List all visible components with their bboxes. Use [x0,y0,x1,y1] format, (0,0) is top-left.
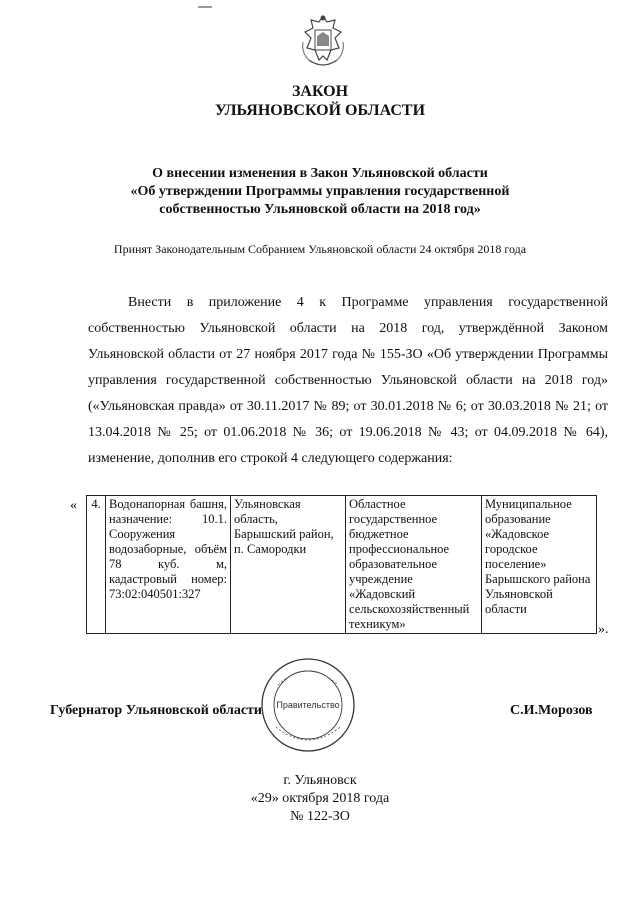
holder-cell: Областное государственное бюджетное профессиональное образовательное учреждение «Жадовский сельскохозяйственный техникум» [346,496,482,634]
footer-city: г. Ульяновск [283,773,357,788]
amendment-table [86,495,597,634]
table-row [87,496,597,634]
subtitle-line: «Об утверждении Программы управления государственной [130,184,510,199]
adoption-note: Принят Законодательным Собранием Ульяновской области 24 октября 2018 года [113,242,527,256]
official-seal-stamp [258,655,358,755]
governor-title: Губернатор Ульяновской области [50,703,262,718]
subtitle-line: собственностью Ульяновской области на 2018 год» [159,202,481,217]
region-title: УЛЬЯНОВСКОЙ ОБЛАСТИ [214,102,426,119]
law-title: ЗАКОН [291,83,349,100]
governor-name: С.И.Морозов [510,703,593,718]
object-cell: Водонапорная башня, назначение: 10.1. Сооружения водозаборные, объём 78 куб. м, кадастровый номер: 73:02:040501:327 [106,496,231,634]
quote-open: « [70,498,77,513]
quote-close: ». [598,622,609,637]
footer-number: № 122-ЗО [290,809,350,824]
seal-center-text: Правительство [276,700,340,710]
footer-date: «29» октября 2018 года [250,791,390,806]
scan-speck [198,6,212,8]
location-cell: Ульяновская область, Барышский район, п. Самородки [231,496,346,634]
recipient-cell: Муниципальное образование «Жадовское городское поселение» Барышского района Ульяновской области [482,496,597,634]
row-number-cell: 4. [87,496,106,634]
coat-of-arms-emblem [297,12,349,72]
body-paragraph: Внести в приложение 4 к Программе управления государственной собственностью Ульяновской области на 2018 год, утверждённой Законом Ульяновской области от 27 ноября 2017 года № 155-ЗО «Об утверждении Программы управления государственной собственностью Ульяновской области на 2018 год» («Ульяновская правда» от 30.11.2017 № 89; от 30.01.2018 № 6; от 30.03.2018 № 21; от 13.04.2018 № 25; от 01.06.2018 № 36; от 19.06.2018 № 43; от 04.09.2018 № 64), изменение, дополнив его строкой 4 следующего содержания: [88,295,608,466]
subtitle-line: О внесении изменения в Закон Ульяновской области [152,166,488,181]
